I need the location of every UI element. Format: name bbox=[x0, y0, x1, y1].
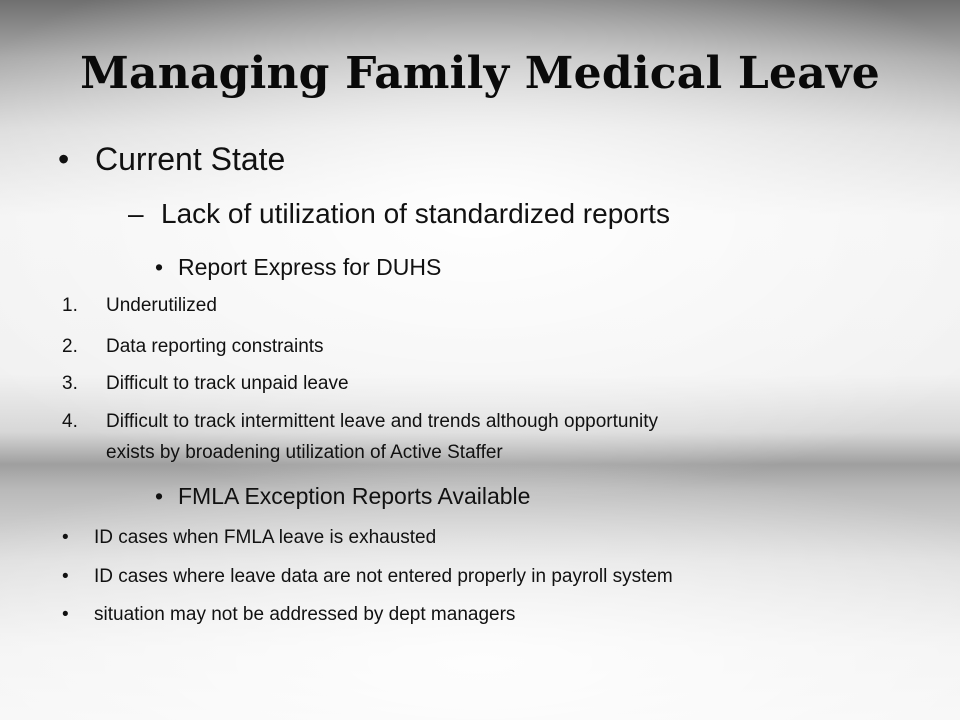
subpoint-report-express: Report Express for DUHS bbox=[178, 254, 442, 280]
bullet-dot: • bbox=[62, 604, 69, 625]
subpoint-fmla-exception-reports: FMLA Exception Reports Available bbox=[178, 483, 531, 509]
bullet-dot: • bbox=[62, 566, 69, 587]
list-item: ID cases when FMLA leave is exhausted bbox=[94, 527, 437, 548]
bullet-dot: • bbox=[155, 254, 164, 280]
list-number: 3. bbox=[62, 373, 78, 394]
list-item: situation may not be addressed by dept managers bbox=[94, 604, 516, 625]
subpoint-lack-of-utilization: Lack of utilization of standardized reports bbox=[161, 198, 670, 229]
bullet-dot: • bbox=[62, 527, 69, 548]
list-number: 1. bbox=[62, 295, 78, 316]
current-state-heading: Current State bbox=[95, 141, 286, 177]
list-item: Underutilized bbox=[106, 295, 217, 316]
slide-title: Managing Family Medical Leave bbox=[80, 48, 880, 99]
list-number: 4. bbox=[62, 411, 78, 432]
bullet-dot: • bbox=[58, 141, 70, 177]
dash-marker: – bbox=[128, 198, 144, 229]
list-item: ID cases where leave data are not entered properly in payroll system bbox=[94, 566, 673, 587]
list-item: Difficult to track unpaid leave bbox=[106, 373, 349, 394]
list-item: Data reporting constraints bbox=[106, 336, 324, 357]
list-item-continuation: exists by broadening utilization of Active Staffer bbox=[106, 442, 503, 463]
bullet-dot: • bbox=[155, 483, 164, 509]
list-item: Difficult to track intermittent leave and trends although opportunity bbox=[106, 411, 659, 432]
list-number: 2. bbox=[62, 336, 78, 357]
